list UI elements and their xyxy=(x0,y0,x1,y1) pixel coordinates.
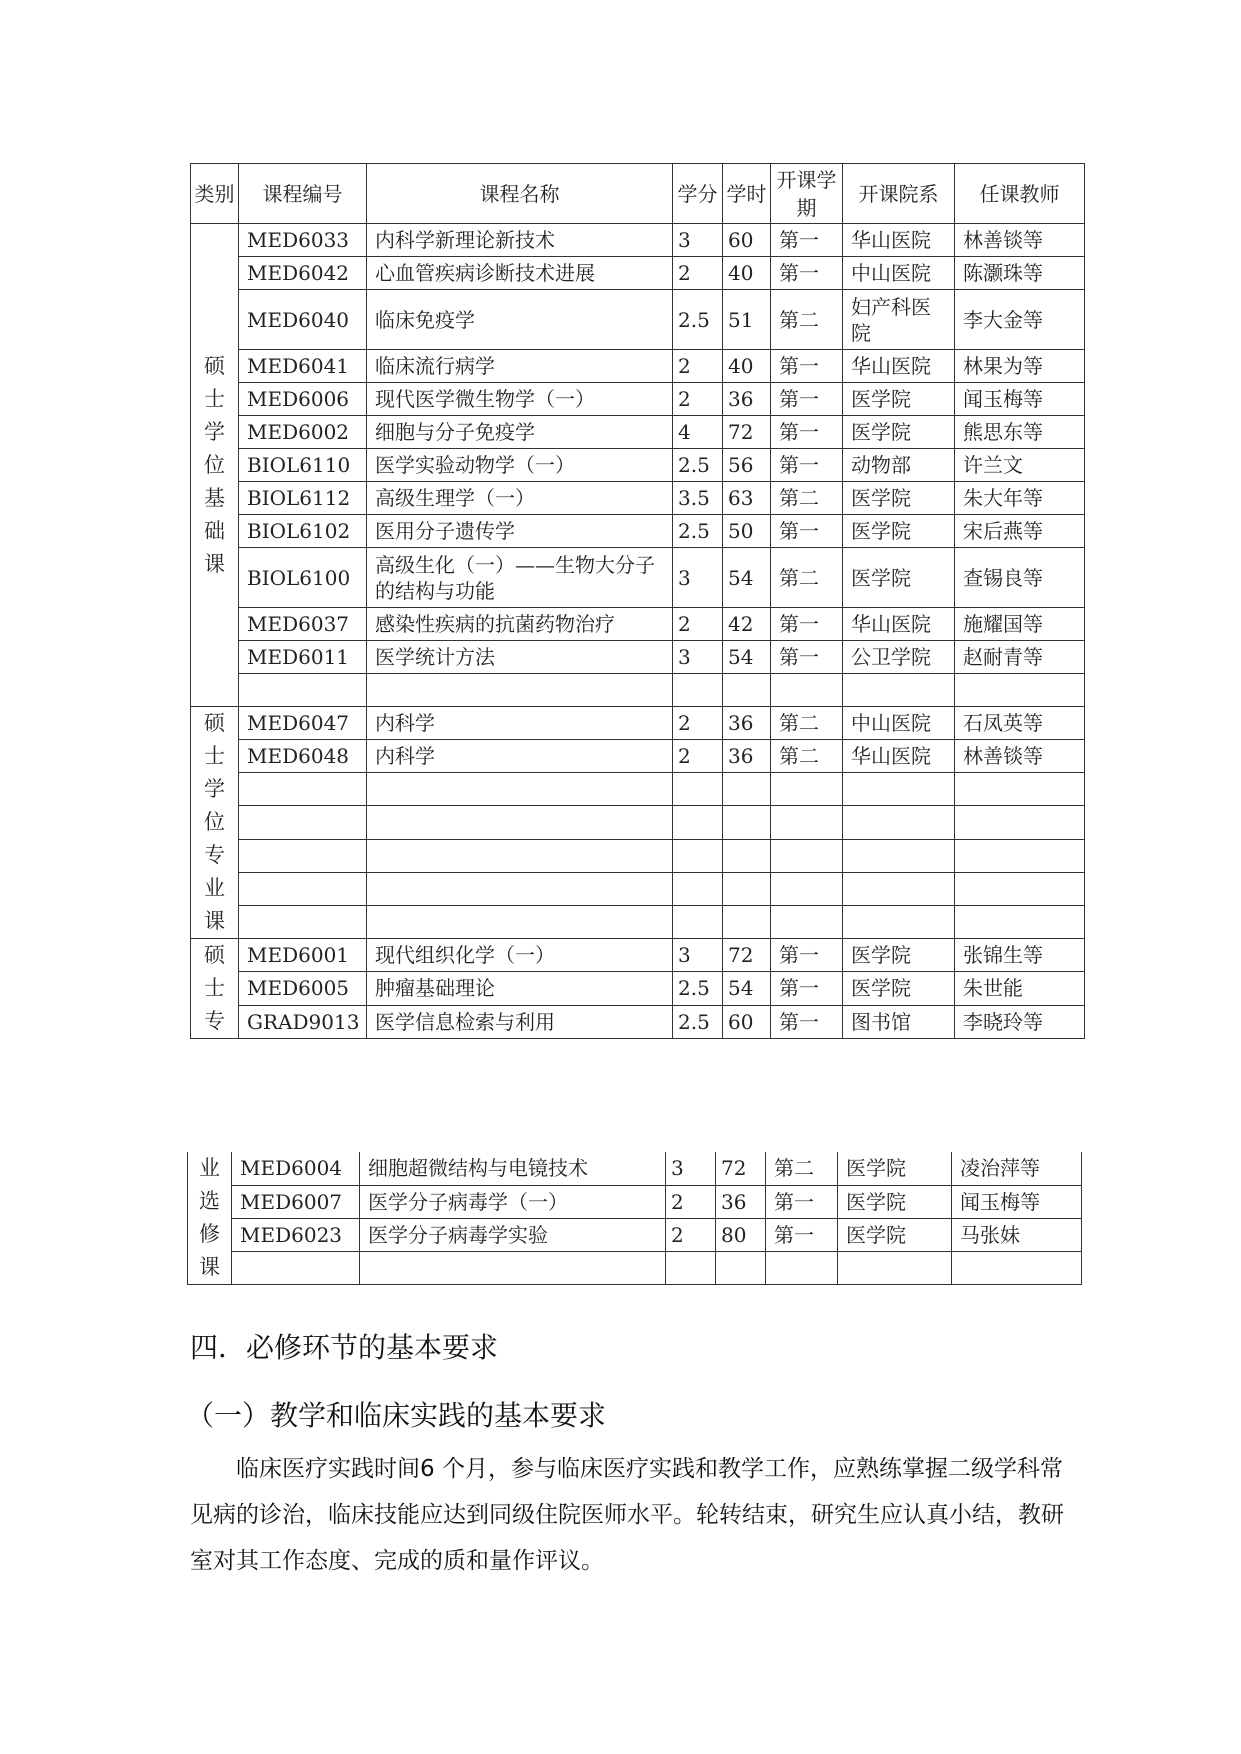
cell-hours: 36 xyxy=(716,1185,766,1218)
cell-department: 华山医院 xyxy=(843,350,955,383)
empty-cell xyxy=(673,839,723,872)
cell-code: MED6007 xyxy=(232,1185,360,1218)
cell-credit: 2.5 xyxy=(673,515,723,548)
cell-teacher: 宋后燕等 xyxy=(955,515,1085,548)
header-department: 开课院系 xyxy=(843,164,955,224)
empty-row xyxy=(191,839,1085,872)
cell-code: MED6002 xyxy=(239,416,367,449)
cell-hours: 60 xyxy=(723,1005,771,1038)
cell-hours: 56 xyxy=(723,449,771,482)
cell-credit: 3 xyxy=(673,939,723,972)
cell-department: 医学院 xyxy=(843,383,955,416)
table-row xyxy=(191,515,1085,548)
cell-name: 现代组织化学（一） xyxy=(367,939,673,972)
empty-cell xyxy=(673,872,723,905)
cell-credit: 2.5 xyxy=(673,290,723,350)
cell-code: MED6004 xyxy=(232,1152,360,1185)
cell-department: 医学院 xyxy=(838,1185,952,1218)
header-teacher: 任课教师 xyxy=(955,164,1085,224)
cell-hours: 36 xyxy=(723,707,771,740)
empty-cell xyxy=(952,1251,1082,1284)
empty-cell xyxy=(843,674,955,707)
cell-name: 临床免疫学 xyxy=(367,290,673,350)
header-category: 类别 xyxy=(191,164,239,224)
cell-credit: 3 xyxy=(673,224,723,257)
cell-code: MED6041 xyxy=(239,350,367,383)
cell-name: 肿瘤基础理论 xyxy=(367,972,673,1005)
cell-department: 公卫学院 xyxy=(843,641,955,674)
empty-cell xyxy=(843,905,955,938)
table-row xyxy=(191,707,1085,740)
cell-name: 医学分子病毒学实验 xyxy=(360,1218,666,1251)
cell-teacher: 闻玉梅等 xyxy=(952,1185,1082,1218)
empty-cell xyxy=(955,674,1085,707)
empty-cell xyxy=(673,674,723,707)
empty-cell xyxy=(232,1251,360,1284)
empty-row xyxy=(191,872,1085,905)
cell-semester: 第一 xyxy=(771,257,843,290)
empty-cell xyxy=(723,905,771,938)
cell-semester: 第二 xyxy=(771,740,843,773)
cell-credit: 3.5 xyxy=(673,482,723,515)
cell-code: MED6033 xyxy=(239,224,367,257)
cell-semester: 第二 xyxy=(766,1152,838,1185)
cell-semester: 第一 xyxy=(771,515,843,548)
cell-teacher: 陈灏珠等 xyxy=(955,257,1085,290)
empty-cell xyxy=(838,1251,952,1284)
empty-cell xyxy=(771,872,843,905)
header-credit: 学分 xyxy=(673,164,723,224)
empty-row xyxy=(191,773,1085,806)
cell-credit: 2 xyxy=(673,383,723,416)
empty-row xyxy=(188,1251,1082,1284)
empty-cell xyxy=(723,773,771,806)
table-row xyxy=(191,290,1085,350)
table-row xyxy=(191,972,1085,1005)
category-cell: 硕 士 专 xyxy=(191,939,239,1039)
cell-credit: 2 xyxy=(673,740,723,773)
cell-department: 医学院 xyxy=(843,548,955,608)
cell-department: 医学院 xyxy=(838,1152,952,1185)
cell-credit: 2 xyxy=(673,257,723,290)
cell-teacher: 朱世能 xyxy=(955,972,1085,1005)
empty-cell xyxy=(843,872,955,905)
header-hours: 学时 xyxy=(723,164,771,224)
cell-department: 医学院 xyxy=(843,939,955,972)
cell-name: 内科学 xyxy=(367,707,673,740)
cell-department: 华山医院 xyxy=(843,740,955,773)
cell-hours: 42 xyxy=(723,608,771,641)
cell-credit: 2.5 xyxy=(673,972,723,1005)
cell-semester: 第一 xyxy=(771,1005,843,1038)
empty-cell xyxy=(723,872,771,905)
empty-cell xyxy=(239,905,367,938)
empty-cell xyxy=(771,674,843,707)
cell-semester: 第一 xyxy=(771,449,843,482)
cell-name: 细胞与分子免疫学 xyxy=(367,416,673,449)
cell-name: 心血管疾病诊断技术进展 xyxy=(367,257,673,290)
cell-hours: 36 xyxy=(723,383,771,416)
cell-name: 医学信息检索与利用 xyxy=(367,1005,673,1038)
cell-code: MED6042 xyxy=(239,257,367,290)
cell-hours: 51 xyxy=(723,290,771,350)
empty-cell xyxy=(955,905,1085,938)
section-heading: 四．必修环节的基本要求 xyxy=(190,1331,499,1364)
empty-cell xyxy=(367,773,673,806)
table-row xyxy=(188,1218,1082,1251)
cell-hours: 54 xyxy=(723,972,771,1005)
section-subheading: （一）教学和临床实践的基本要求 xyxy=(186,1399,607,1432)
empty-cell xyxy=(239,674,367,707)
empty-cell xyxy=(666,1251,716,1284)
cell-hours: 60 xyxy=(723,224,771,257)
cell-semester: 第一 xyxy=(771,641,843,674)
cell-name: 医学统计方法 xyxy=(367,641,673,674)
cell-teacher: 李大金等 xyxy=(955,290,1085,350)
table-row xyxy=(191,548,1085,608)
cell-semester: 第一 xyxy=(771,224,843,257)
empty-cell xyxy=(771,905,843,938)
cell-semester: 第一 xyxy=(771,608,843,641)
table-row xyxy=(191,939,1085,972)
empty-cell xyxy=(843,839,955,872)
cell-hours: 54 xyxy=(723,641,771,674)
cell-name: 医学分子病毒学（一） xyxy=(360,1185,666,1218)
cell-credit: 2 xyxy=(673,608,723,641)
cell-department: 医学院 xyxy=(843,482,955,515)
cell-department: 中山医院 xyxy=(843,707,955,740)
table-row xyxy=(191,257,1085,290)
cell-semester: 第二 xyxy=(771,707,843,740)
cell-code: MED6011 xyxy=(239,641,367,674)
cell-credit: 4 xyxy=(673,416,723,449)
cell-department: 医学院 xyxy=(843,515,955,548)
cell-semester: 第一 xyxy=(771,383,843,416)
header-semester: 开课学期 xyxy=(771,164,843,224)
cell-name: 内科学新理论新技术 xyxy=(367,224,673,257)
cell-teacher: 林善锬等 xyxy=(955,224,1085,257)
cell-teacher: 熊思东等 xyxy=(955,416,1085,449)
empty-cell xyxy=(771,839,843,872)
empty-cell xyxy=(239,806,367,839)
table-row xyxy=(191,482,1085,515)
cell-credit: 2.5 xyxy=(673,1005,723,1038)
empty-cell xyxy=(239,839,367,872)
cell-department: 妇产科医院 xyxy=(843,290,955,350)
empty-cell xyxy=(843,773,955,806)
cell-teacher: 闻玉梅等 xyxy=(955,383,1085,416)
cell-credit: 3 xyxy=(666,1152,716,1185)
empty-row xyxy=(191,905,1085,938)
cell-hours: 36 xyxy=(723,740,771,773)
course-table xyxy=(190,163,1085,1039)
cell-name: 医用分子遗传学 xyxy=(367,515,673,548)
cell-code: MED6037 xyxy=(239,608,367,641)
cell-department: 医学院 xyxy=(838,1218,952,1251)
table-row xyxy=(191,449,1085,482)
cell-teacher: 石凤英等 xyxy=(955,707,1085,740)
empty-cell xyxy=(716,1251,766,1284)
empty-cell xyxy=(367,905,673,938)
cell-semester: 第一 xyxy=(766,1218,838,1251)
cell-semester: 第二 xyxy=(771,482,843,515)
empty-cell xyxy=(673,806,723,839)
cell-hours: 54 xyxy=(723,548,771,608)
cell-department: 医学院 xyxy=(843,416,955,449)
cell-teacher: 李晓玲等 xyxy=(955,1005,1085,1038)
cell-credit: 2 xyxy=(666,1185,716,1218)
cell-teacher: 林善锬等 xyxy=(955,740,1085,773)
cell-name: 内科学 xyxy=(367,740,673,773)
cell-name: 细胞超微结构与电镜技术 xyxy=(360,1152,666,1185)
table-row xyxy=(191,224,1085,257)
cell-code: GRAD9013 xyxy=(239,1005,367,1038)
cell-teacher: 朱大年等 xyxy=(955,482,1085,515)
cell-department: 医学院 xyxy=(843,972,955,1005)
header-name: 课程名称 xyxy=(367,164,673,224)
cell-code: BIOL6112 xyxy=(239,482,367,515)
course-table-continued xyxy=(187,1152,1082,1285)
cell-hours: 80 xyxy=(716,1218,766,1251)
cell-code: BIOL6100 xyxy=(239,548,367,608)
cell-name: 高级生理学（一） xyxy=(367,482,673,515)
header-code: 课程编号 xyxy=(239,164,367,224)
cell-code: MED6047 xyxy=(239,707,367,740)
cell-name: 感染性疾病的抗菌药物治疗 xyxy=(367,608,673,641)
cell-teacher: 林果为等 xyxy=(955,350,1085,383)
cell-code: BIOL6110 xyxy=(239,449,367,482)
cell-hours: 50 xyxy=(723,515,771,548)
cell-hours: 72 xyxy=(723,416,771,449)
table-row xyxy=(191,383,1085,416)
empty-cell xyxy=(360,1251,666,1284)
cell-code: BIOL6102 xyxy=(239,515,367,548)
cell-department: 中山医院 xyxy=(843,257,955,290)
empty-cell xyxy=(955,872,1085,905)
cell-credit: 2 xyxy=(673,707,723,740)
cell-code: MED6023 xyxy=(232,1218,360,1251)
table-row xyxy=(191,416,1085,449)
cell-semester: 第二 xyxy=(771,290,843,350)
empty-cell xyxy=(771,806,843,839)
cell-teacher: 张锦生等 xyxy=(955,939,1085,972)
cell-credit: 3 xyxy=(673,641,723,674)
empty-cell xyxy=(673,773,723,806)
cell-teacher: 凌治萍等 xyxy=(952,1152,1082,1185)
cell-credit: 2 xyxy=(666,1218,716,1251)
cell-teacher: 赵耐青等 xyxy=(955,641,1085,674)
empty-row xyxy=(191,674,1085,707)
table-row xyxy=(191,608,1085,641)
table-row xyxy=(191,350,1085,383)
empty-cell xyxy=(673,905,723,938)
empty-cell xyxy=(955,773,1085,806)
cell-code: MED6048 xyxy=(239,740,367,773)
empty-cell xyxy=(367,839,673,872)
table-row xyxy=(191,641,1085,674)
cell-semester: 第一 xyxy=(771,350,843,383)
cell-hours: 40 xyxy=(723,350,771,383)
empty-cell xyxy=(843,806,955,839)
cell-teacher: 施耀国等 xyxy=(955,608,1085,641)
cell-code: MED6005 xyxy=(239,972,367,1005)
cell-hours: 72 xyxy=(716,1152,766,1185)
cell-semester: 第一 xyxy=(771,416,843,449)
cell-teacher: 查锡良等 xyxy=(955,548,1085,608)
cell-semester: 第一 xyxy=(771,939,843,972)
cell-credit: 2 xyxy=(673,350,723,383)
table-row xyxy=(188,1152,1082,1185)
empty-cell xyxy=(367,872,673,905)
category-cell: 硕 士 学 位 基 础 课 xyxy=(191,224,239,707)
empty-cell xyxy=(367,674,673,707)
section-paragraph: 临床医疗实践时间6 个月，参与临床医疗实践和教学工作，应熟练掌握二级学科常见病的诊治，临床技能应达到同级住院医师水平。轮转结束，研究生应认真小结，教研室对其工作态度、完成的质和量作评议。 xyxy=(190,1456,1064,1574)
cell-name: 现代医学微生物学（一） xyxy=(367,383,673,416)
empty-cell xyxy=(771,773,843,806)
category-cell: 硕 士 学 位 专 业 课 xyxy=(191,707,239,939)
cell-name: 高级生化（一）——生物大分子的结构与功能 xyxy=(367,548,673,608)
cell-department: 图书馆 xyxy=(843,1005,955,1038)
empty-cell xyxy=(239,773,367,806)
cell-code: MED6006 xyxy=(239,383,367,416)
empty-cell xyxy=(723,839,771,872)
cell-hours: 40 xyxy=(723,257,771,290)
empty-cell xyxy=(239,872,367,905)
category-cell: 业 选 修 课 xyxy=(188,1152,232,1285)
cell-hours: 72 xyxy=(723,939,771,972)
table-row xyxy=(191,1005,1085,1038)
cell-credit: 2.5 xyxy=(673,449,723,482)
empty-cell xyxy=(367,806,673,839)
cell-name: 临床流行病学 xyxy=(367,350,673,383)
cell-name: 医学实验动物学（一） xyxy=(367,449,673,482)
cell-semester: 第一 xyxy=(771,972,843,1005)
cell-department: 华山医院 xyxy=(843,608,955,641)
cell-teacher: 许兰文 xyxy=(955,449,1085,482)
table-row xyxy=(191,740,1085,773)
empty-row xyxy=(191,806,1085,839)
table-header-row xyxy=(191,164,1085,224)
empty-cell xyxy=(955,806,1085,839)
cell-hours: 63 xyxy=(723,482,771,515)
empty-cell xyxy=(955,839,1085,872)
cell-semester: 第一 xyxy=(766,1185,838,1218)
empty-cell xyxy=(723,674,771,707)
cell-teacher: 马张妹 xyxy=(952,1218,1082,1251)
cell-code: MED6040 xyxy=(239,290,367,350)
cell-credit: 3 xyxy=(673,548,723,608)
cell-semester: 第二 xyxy=(771,548,843,608)
empty-cell xyxy=(766,1251,838,1284)
cell-department: 华山医院 xyxy=(843,224,955,257)
table-row xyxy=(188,1185,1082,1218)
empty-cell xyxy=(723,806,771,839)
cell-department: 动物部 xyxy=(843,449,955,482)
cell-code: MED6001 xyxy=(239,939,367,972)
